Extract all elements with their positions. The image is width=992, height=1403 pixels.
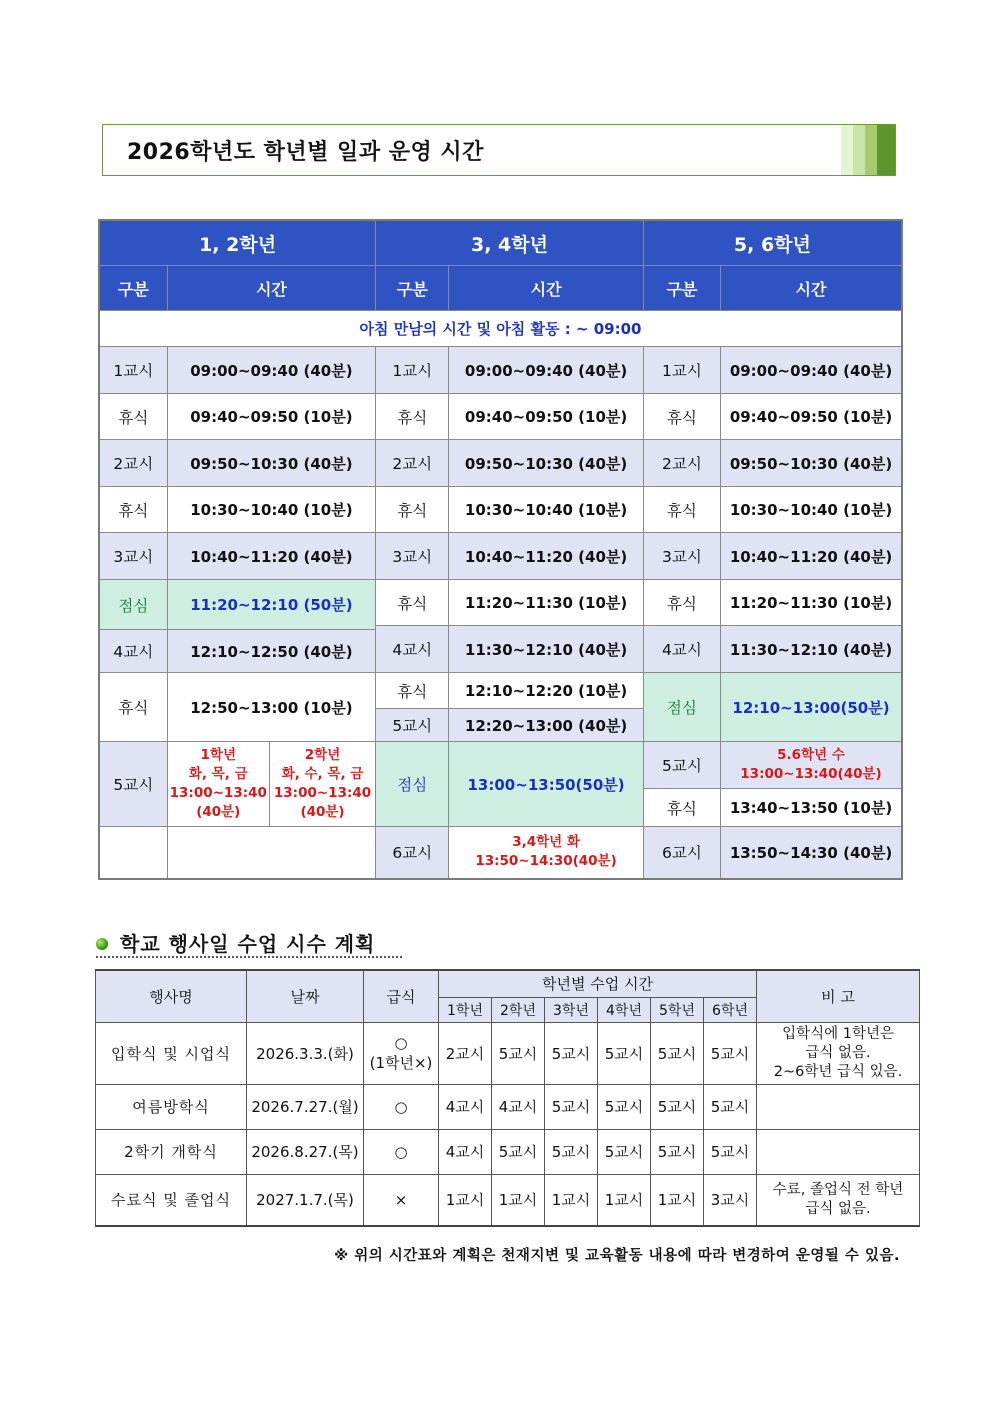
grade-hours: 1교시 bbox=[651, 1174, 704, 1226]
period-label: 1교시 bbox=[376, 347, 449, 394]
event-meal: ○ bbox=[364, 1084, 439, 1129]
grade-hours: 5교시 bbox=[651, 1129, 704, 1174]
section-title: 학교 행사일 수업 시수 계획 bbox=[120, 932, 376, 956]
header-grade: 5학년 bbox=[651, 997, 704, 1022]
header-event: 행사명 bbox=[96, 970, 247, 1022]
event-name: 수료식 및 졸업식 bbox=[96, 1174, 247, 1226]
grade-hours: 5교시 bbox=[598, 1084, 651, 1129]
period-time: 10:30~10:40 (10분) bbox=[721, 487, 903, 533]
period-time: 09:40~09:50 (10분) bbox=[721, 394, 903, 440]
event-name: 입학식 및 시업식 bbox=[96, 1022, 247, 1084]
split-period-cell bbox=[269, 742, 375, 827]
page-title: 2026학년도 학년별 일과 운영 시간 bbox=[127, 140, 484, 165]
table-row bbox=[96, 1174, 920, 1226]
period-time: 12:20~13:00 (40분) bbox=[449, 709, 643, 742]
period-label: 휴식 bbox=[376, 487, 449, 533]
split-line: 13:00~13:40 bbox=[273, 785, 372, 801]
event-note bbox=[757, 1174, 920, 1226]
meal-sub: (1학년×) bbox=[369, 1053, 433, 1072]
split-line: 화, 목, 금 bbox=[188, 766, 248, 782]
period-label: 점심 bbox=[643, 673, 720, 742]
meal-mark: ○ bbox=[394, 1033, 408, 1052]
grade-hours: 5교시 bbox=[598, 1022, 651, 1084]
period-label: 휴식 bbox=[376, 580, 449, 626]
period-label: 휴식 bbox=[643, 394, 720, 440]
event-date: 2026.8.27.(목) bbox=[247, 1129, 364, 1174]
footnote: ※ 위의 시간표와 계획은 천재지변 및 교육활동 내용에 따라 변경하여 운영될 수 있음. bbox=[334, 1248, 900, 1264]
title-accent-bar-3 bbox=[865, 125, 877, 175]
period-label: 5교시 bbox=[376, 709, 449, 742]
period-time bbox=[449, 827, 643, 879]
period-time: 11:20~12:10 (50분) bbox=[167, 580, 376, 630]
split-line: (40분) bbox=[196, 804, 241, 820]
period-label: 3교시 bbox=[643, 533, 720, 580]
period-time: 09:40~09:50 (10분) bbox=[449, 394, 643, 440]
period-label: 휴식 bbox=[643, 580, 720, 626]
event-date: 2026.3.3.(화) bbox=[247, 1022, 364, 1084]
col-time: 시간 bbox=[721, 266, 903, 311]
period-time: 09:50~10:30 (40분) bbox=[721, 440, 903, 487]
note-line: 급식 없음. bbox=[805, 1044, 871, 1061]
time-line: 5.6학년 수 bbox=[777, 747, 845, 763]
group-header-3-4: 3, 4학년 bbox=[376, 220, 644, 266]
note-line: 입학식에 1학년은 bbox=[782, 1025, 894, 1042]
period-time: 10:30~10:40 (10분) bbox=[449, 487, 643, 533]
grade-hours: 1교시 bbox=[598, 1174, 651, 1226]
period-time: 10:40~11:20 (40분) bbox=[167, 533, 376, 580]
grade-hours: 4교시 bbox=[439, 1084, 492, 1129]
table-row bbox=[96, 1129, 920, 1174]
col-gubun: 구분 bbox=[99, 266, 167, 311]
header-grade: 6학년 bbox=[704, 997, 757, 1022]
period-label: 휴식 bbox=[99, 487, 167, 533]
daily-timetable bbox=[98, 219, 903, 880]
note-line: 급식 없음. bbox=[805, 1200, 871, 1217]
grade-hours: 2교시 bbox=[439, 1022, 492, 1084]
title-accent-bar-4 bbox=[877, 125, 895, 175]
col-gubun: 구분 bbox=[376, 266, 449, 311]
event-meal: ○ bbox=[364, 1129, 439, 1174]
period-label: 1교시 bbox=[99, 347, 167, 394]
event-meal: × bbox=[364, 1174, 439, 1226]
col-gubun: 구분 bbox=[643, 266, 720, 311]
event-name: 여름방학식 bbox=[96, 1084, 247, 1129]
period-time: 09:50~10:30 (40분) bbox=[167, 440, 376, 487]
period-time: 09:40~09:50 (10분) bbox=[167, 394, 376, 440]
grade-hours: 1교시 bbox=[545, 1174, 598, 1226]
grade-hours: 4교시 bbox=[492, 1084, 545, 1129]
grade-hours: 5교시 bbox=[545, 1084, 598, 1129]
period-time bbox=[721, 742, 903, 789]
header-meal: 급식 bbox=[364, 970, 439, 1022]
morning-activity-row: 아침 만남의 시간 및 아침 활동 : ~ 09:00 bbox=[99, 311, 902, 347]
period-time: 13:00~13:50(50분) bbox=[449, 742, 643, 827]
section-underline bbox=[96, 956, 402, 958]
group-header-5-6: 5, 6학년 bbox=[643, 220, 902, 266]
period-time: 11:30~12:10 (40분) bbox=[721, 626, 903, 673]
bullet-icon bbox=[96, 938, 108, 950]
period-label: 6교시 bbox=[376, 827, 449, 879]
header-grade: 2학년 bbox=[492, 997, 545, 1022]
split-line: 13:00~13:40 bbox=[169, 785, 267, 801]
note-line: 2~6학년 급식 있음. bbox=[773, 1063, 903, 1080]
event-date: 2027.1.7.(목) bbox=[247, 1174, 364, 1226]
period-time: 11:20~11:30 (10분) bbox=[721, 580, 903, 626]
period-time: 09:50~10:30 (40분) bbox=[449, 440, 643, 487]
grade-hours: 5교시 bbox=[545, 1022, 598, 1084]
period-label: 점심 bbox=[99, 580, 167, 630]
period-label: 4교시 bbox=[99, 630, 167, 673]
empty-cell bbox=[99, 827, 167, 879]
period-time: 10:40~11:20 (40분) bbox=[721, 533, 903, 580]
time-line: 3,4학년 화 bbox=[512, 834, 580, 851]
grade-hours: 4교시 bbox=[439, 1129, 492, 1174]
period-label: 휴식 bbox=[376, 673, 449, 709]
grade-hours: 5교시 bbox=[704, 1129, 757, 1174]
period-label: 휴식 bbox=[643, 487, 720, 533]
header-grade: 3학년 bbox=[545, 997, 598, 1022]
period-time: 11:30~12:10 (40분) bbox=[449, 626, 643, 673]
group-header-1-2: 1, 2학년 bbox=[99, 220, 376, 266]
period-time: 09:00~09:40 (40분) bbox=[167, 347, 376, 394]
event-meal bbox=[364, 1022, 439, 1084]
event-note bbox=[757, 1084, 920, 1129]
period-time: 13:50~14:30 (40분) bbox=[721, 827, 903, 879]
period-label: 2교시 bbox=[99, 440, 167, 487]
split-period-cell bbox=[167, 742, 269, 827]
header-note: 비 고 bbox=[757, 970, 920, 1022]
col-time: 시간 bbox=[449, 266, 643, 311]
grade-hours: 5교시 bbox=[545, 1129, 598, 1174]
period-label: 휴식 bbox=[376, 394, 449, 440]
grade-hours: 3교시 bbox=[704, 1174, 757, 1226]
grade-hours: 5교시 bbox=[492, 1022, 545, 1084]
event-date: 2026.7.27.(월) bbox=[247, 1084, 364, 1129]
period-time: 10:40~11:20 (40분) bbox=[449, 533, 643, 580]
period-label: 2교시 bbox=[643, 440, 720, 487]
period-label: 5교시 bbox=[99, 742, 167, 827]
period-label: 휴식 bbox=[99, 394, 167, 440]
grade-hours: 1교시 bbox=[439, 1174, 492, 1226]
time-line: 13:50~14:30(40분) bbox=[475, 853, 617, 870]
period-label: 2교시 bbox=[376, 440, 449, 487]
grade-hours: 5교시 bbox=[651, 1084, 704, 1129]
grade-hours: 5교시 bbox=[704, 1022, 757, 1084]
header-grade: 1학년 bbox=[439, 997, 492, 1022]
grade-hours: 5교시 bbox=[704, 1084, 757, 1129]
header-date: 날짜 bbox=[247, 970, 364, 1022]
period-time: 12:50~13:00 (10분) bbox=[167, 673, 376, 742]
period-label: 1교시 bbox=[643, 347, 720, 394]
grade-hours: 1교시 bbox=[492, 1174, 545, 1226]
period-label: 3교시 bbox=[376, 533, 449, 580]
split-line: 화, 수, 목, 금 bbox=[281, 766, 364, 782]
period-label: 4교시 bbox=[376, 626, 449, 673]
period-time: 09:00~09:40 (40분) bbox=[449, 347, 643, 394]
note-line: 수료, 졸업식 전 학년 bbox=[772, 1181, 904, 1198]
empty-cell bbox=[167, 827, 376, 879]
period-label: 3교시 bbox=[99, 533, 167, 580]
period-label: 4교시 bbox=[643, 626, 720, 673]
time-line: 13:00~13:40(40분) bbox=[740, 766, 882, 782]
header-grade: 4학년 bbox=[598, 997, 651, 1022]
event-name: 2학기 개학식 bbox=[96, 1129, 247, 1174]
period-time: 12:10~12:20 (10분) bbox=[449, 673, 643, 709]
period-label: 휴식 bbox=[99, 673, 167, 742]
col-time: 시간 bbox=[167, 266, 376, 311]
table-row bbox=[96, 1022, 920, 1084]
event-note bbox=[757, 1022, 920, 1084]
table-row bbox=[96, 1084, 920, 1129]
event-note bbox=[757, 1129, 920, 1174]
events-table bbox=[95, 969, 920, 1227]
split-line: 2학년 bbox=[304, 747, 341, 763]
split-line: (40분) bbox=[300, 804, 345, 820]
grade-hours: 5교시 bbox=[598, 1129, 651, 1174]
period-time: 13:40~13:50 (10분) bbox=[721, 789, 903, 827]
period-label: 휴식 bbox=[643, 789, 720, 827]
period-time: 09:00~09:40 (40분) bbox=[721, 347, 903, 394]
title-box bbox=[102, 124, 896, 176]
period-label: 6교시 bbox=[643, 827, 720, 879]
period-time: 12:10~12:50 (40분) bbox=[167, 630, 376, 673]
header-hours: 학년별 수업 시간 bbox=[439, 970, 757, 997]
period-time: 10:30~10:40 (10분) bbox=[167, 487, 376, 533]
title-accent-bar-1 bbox=[841, 125, 853, 175]
split-line: 1학년 bbox=[200, 747, 237, 763]
period-time: 11:20~11:30 (10분) bbox=[449, 580, 643, 626]
period-time: 12:10~13:00(50분) bbox=[721, 673, 903, 742]
period-label: 점심 bbox=[376, 742, 449, 827]
grade-hours: 5교시 bbox=[492, 1129, 545, 1174]
grade-hours: 5교시 bbox=[651, 1022, 704, 1084]
title-accent-bar-2 bbox=[853, 125, 865, 175]
period-label: 5교시 bbox=[643, 742, 720, 789]
